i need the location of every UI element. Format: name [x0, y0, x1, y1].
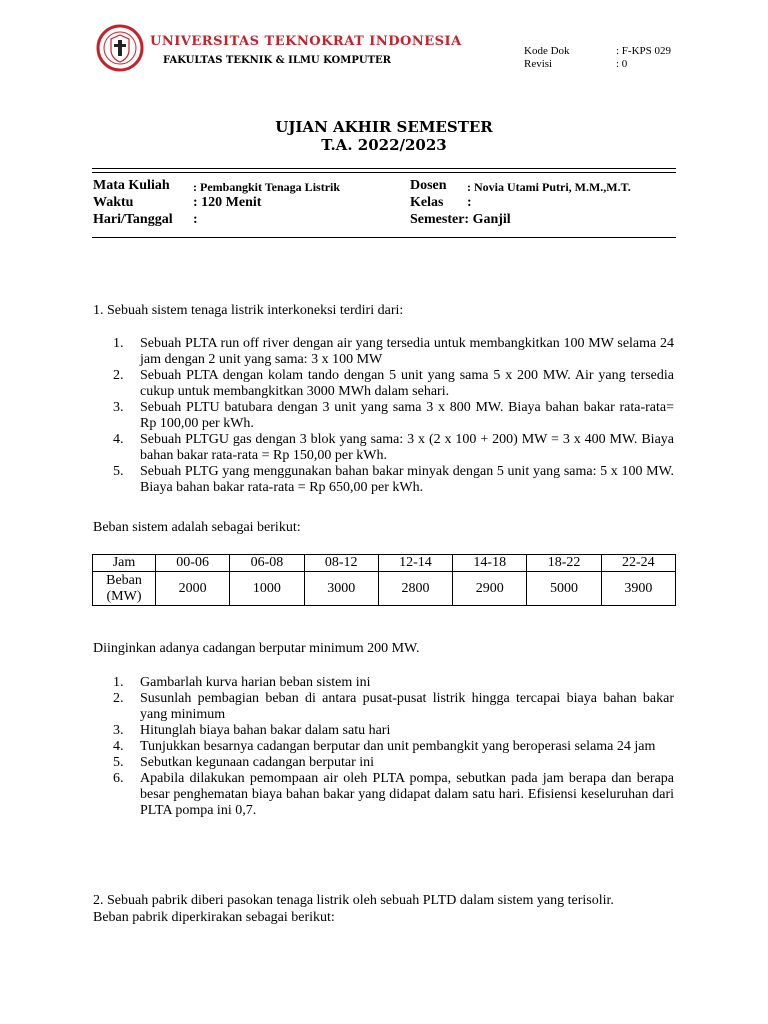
table-header-cell: Beban (MW)	[93, 572, 156, 606]
table-cell: 5000	[527, 572, 601, 606]
list-item: 1. Gambarlah kurva harian beban sistem ini	[113, 675, 371, 690]
list-item: 2. Sebuah PLTA dengan kolam tando dengan 5 unit yang sama 5 x 200 MW. Air yang tersedia cukup untuk membangkitkan 3000 MWh dalam sehari.	[113, 368, 674, 399]
date-label: Hari/Tanggal	[93, 212, 173, 227]
faculty-name: FAKULTAS TEKNIK & ILMU KOMPUTER	[163, 55, 391, 66]
load-table	[92, 554, 676, 606]
bottom-rule	[92, 237, 676, 238]
class-value: :	[467, 195, 472, 210]
top-rule	[92, 168, 676, 169]
table-cell: 06-08	[230, 555, 304, 572]
list-item: 4. Tunjukkan besarnya cadangan berputar dan unit pembangkit yang beroperasi selama 24 jam	[113, 739, 656, 754]
table-cell: 08-12	[304, 555, 378, 572]
list-item: 4. Sebuah PLTGU gas dengan 3 blok yang sama: 3 x (2 x 100 + 200) MW = 3 x 400 MW. Biaya bahan bakar rata-rata = Rp 150,00 per kWh.	[113, 432, 674, 463]
lecturer-label: Dosen	[410, 178, 447, 193]
list-item: 5. Sebutkan kegunaan cadangan berputar ini	[113, 755, 375, 770]
table-cell: 12-14	[378, 555, 452, 572]
revision-value: : 0	[616, 58, 628, 70]
table-cell: 2000	[156, 572, 230, 606]
power-plant-list	[113, 336, 674, 496]
doc-code-value: : F-KPS 029	[616, 45, 672, 57]
lecturer-value: : Novia Utami Putri, M.M.,M.T.	[467, 180, 631, 194]
time-value: : 120 Menit	[193, 195, 262, 210]
list-item: 1. Sebuah PLTA run off river dengan air yang tersedia untuk membangkitkan 100 MW selama 24 jam dengan 2 unit yang sama: 3 x 100 MW	[113, 336, 674, 367]
list-item: 5. Sebuah PLTG yang menggunakan bahan bakar minyak dengan 5 unit yang sama: 5 x 100 MW. Biaya bahan bakar rata-rata = Rp 650,00 per kWh.	[113, 464, 674, 495]
table-cell: 00-06	[156, 555, 230, 572]
table-cell: 18-22	[527, 555, 601, 572]
table-cell: 2900	[453, 572, 527, 606]
table-cell: 1000	[230, 572, 304, 606]
exam-title: UJIAN AKHIR SEMESTER	[275, 118, 493, 136]
revision-label: Revisi	[524, 58, 553, 70]
semester: Semester: Ganjil	[410, 212, 511, 227]
reserve-requirement: Diinginkan adanya cadangan berputar minimum 200 MW.	[93, 641, 420, 656]
list-item: 2. Susunlah pembagian beban di antara pusat-pusat listrik hingga tercapai biaya bahan bakar yang minimum	[113, 691, 674, 722]
table-cell: 22-24	[601, 555, 675, 572]
course-value: : Pembangkit Tenaga Listrik	[193, 180, 341, 194]
load-intro: Beban sistem adalah sebagai berikut:	[93, 520, 301, 535]
university-seal-logo	[96, 24, 144, 72]
list-item: 3. Sebuah PLTU batubara dengan 3 unit yang sama 3 x 800 MW. Biaya bahan bakar rata-rata= Rp 100,00 per kWh.	[113, 400, 674, 431]
q1-intro: 1. Sebuah sistem tenaga listrik interkoneksi terdiri dari:	[93, 303, 404, 318]
class-label: Kelas	[410, 195, 444, 210]
table-cell: 3900	[601, 572, 675, 606]
table-header-cell: Jam	[93, 555, 156, 572]
q2-line2: Beban pabrik diperkirakan sebagai berikut:	[93, 910, 335, 925]
doc-code-label: Kode Dok	[524, 45, 570, 57]
university-name: UNIVERSITAS TEKNOKRAT INDONESIA	[150, 34, 462, 49]
table-cell: 3000	[304, 572, 378, 606]
course-label: Mata Kuliah	[93, 178, 170, 193]
table-cell: 14-18	[453, 555, 527, 572]
date-value: :	[193, 212, 198, 227]
table-row	[93, 572, 676, 606]
q2-line1: 2. Sebuah pabrik diberi pasokan tenaga listrik oleh sebuah PLTD dalam sistem yang terisolir.	[93, 893, 614, 908]
top-rule-inner	[92, 172, 676, 173]
table-row	[93, 555, 676, 572]
list-item: 6. Apabila dilakukan pemompaan air oleh PLTA pompa, sebutkan pada jam berapa dan berapa besar penghematan biaya bahan bakar yang didapat dalam satu hari. Efisiensi keseluruhan dari PLTA pompa ini 0,7.	[113, 771, 674, 818]
table-cell: 2800	[378, 572, 452, 606]
list-item: 3. Hitunglah biaya bahan bakar dalam satu hari	[113, 723, 391, 738]
time-label: Waktu	[93, 195, 134, 210]
academic-year: T.A. 2022/2023	[321, 136, 447, 154]
task-list	[113, 675, 674, 819]
